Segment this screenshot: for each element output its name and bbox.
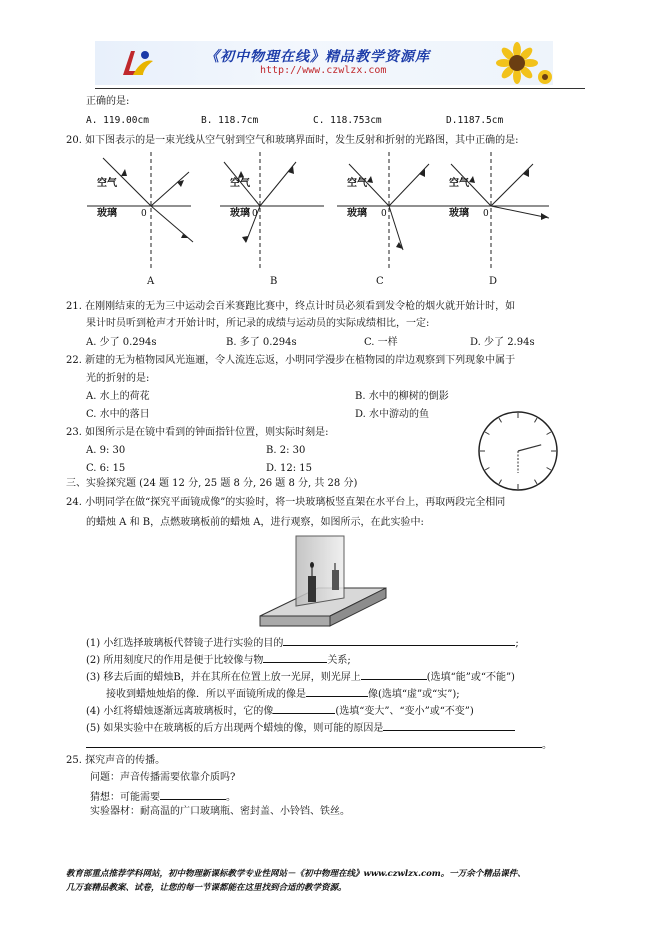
banner-url: http://www.czwlzx.com — [260, 65, 387, 76]
diagram-label-b: B — [270, 276, 278, 287]
q20-diagram-b — [218, 150, 328, 290]
q21-option-c: C. 一样 — [364, 337, 398, 348]
header-rule — [95, 88, 585, 89]
q21-option-b: B. 多了 0.294s — [226, 337, 297, 348]
origin-label-b: 0 — [252, 209, 258, 219]
q20-diagram-d — [437, 150, 555, 290]
q24-s5-blank1[interactable] — [383, 720, 515, 731]
q24-s1-end: ; — [515, 638, 519, 649]
q24-s3 — [86, 669, 515, 684]
origin-label-c: 0 — [381, 209, 387, 219]
q22-option-d: D. 水中游动的鱼 — [355, 409, 430, 420]
q25-guess-end: 。 — [226, 792, 236, 803]
q24-s1 — [86, 635, 519, 650]
q24-s5-cont — [86, 737, 552, 752]
q24-line2: 的蜡烛 A 和 B，点燃玻璃板前的蜡烛 A，进行观察，如图所示，在此实验中: — [86, 517, 424, 528]
origin-label-d: 0 — [483, 209, 489, 219]
q24-s2-tail: 关系; — [327, 655, 351, 666]
q24-s3-cont — [106, 686, 460, 701]
air-label-a: 空气 — [97, 178, 117, 189]
q22-option-a: A. 水上的荷花 — [86, 391, 150, 402]
q24-line1: 24. 小明同学在做“探究平面镜成像”的实验时，将一块玻璃板竖直架在水平台上，再取两段完全相同 — [66, 497, 506, 508]
glass-label-b: 玻璃 — [230, 208, 250, 219]
air-label-d: 空气 — [449, 178, 469, 189]
q24-s3-cont-text: 接收到蜡烛烛焰的像．所以平面镜所成的像是 — [106, 689, 306, 700]
q24-s5-blank2[interactable] — [86, 737, 542, 748]
q24-s3-tail: (选填“能”或“不能”) — [426, 672, 515, 683]
q19-option-a: A. 119.00cm — [86, 115, 149, 126]
q20-diagram-c — [335, 150, 445, 290]
q23-option-d: D. 12: 15 — [266, 463, 313, 474]
q24-s1-text: (1) 小红选择玻璃板代替镜子进行实验的目的 — [86, 638, 284, 649]
q24-s4-text: (4) 小红将蜡烛逐渐远离玻璃板时，它的像 — [86, 706, 274, 717]
mirror-clock-face — [476, 409, 560, 493]
q19-continuation: 正确的是: — [86, 96, 130, 107]
q24-s4 — [86, 703, 474, 718]
diagram-label-c: C — [376, 276, 384, 287]
q23-option-c: C. 6: 15 — [86, 463, 126, 474]
header-banner — [95, 41, 553, 85]
q24-s4-tail: (选填“变大”、“变小”或“不变”) — [335, 706, 474, 717]
q24-s3-cont-tail: 像(选填“虚”或“实”); — [368, 689, 460, 700]
glass-label-a: 玻璃 — [97, 208, 117, 219]
air-label-b: 空气 — [230, 178, 250, 189]
q20-stem: 20. 如下图表示的是一束光线从空气射到空气和玻璃界面时，发生反射和折射的光路图，其中正确的是: — [66, 135, 519, 146]
q25-guess-blank[interactable] — [160, 789, 226, 800]
footer-line2: 几万套精品教案、试卷，让您的每一节课都能在这里找到合适的教学资源。 — [66, 883, 347, 893]
q24-s3-blank2[interactable] — [306, 686, 368, 697]
q22-line2: 光的折射的是: — [86, 373, 150, 384]
q21-option-d: D. 少了 2.94s — [470, 337, 535, 348]
q25-guess — [90, 789, 236, 804]
q25-equipment: 实验器材：耐高温的广口玻璃瓶、密封盖、小铃铛、铁丝。 — [90, 806, 350, 817]
q23-stem: 23. 如图所示是在镜中看到的钟面指针位置，则实际时刻是: — [66, 427, 329, 438]
q25-stem: 25. 探究声音的传播。 — [66, 755, 166, 766]
origin-label-a: 0 — [141, 209, 147, 219]
q25-guess-text: 猜想：可能需要 — [90, 792, 160, 803]
q19-option-b: B. 118.7cm — [201, 115, 259, 126]
diagram-label-a: A — [147, 276, 155, 287]
q20-diagram-a — [85, 150, 195, 290]
glass-label-c: 玻璃 — [347, 208, 367, 219]
q21-line1: 21. 在刚刚结束的无为三中运动会百米赛跑比赛中，终点计时员必须看到发令枪的烟火就开始计时，如 — [66, 301, 516, 312]
q24-s4-blank[interactable] — [273, 703, 335, 714]
q21-line2: 果计时员听到枪声才开始计时，所记录的成绩与运动员的实际成绩相比，一定: — [86, 318, 430, 329]
q19-option-c: C. 118.753cm — [313, 115, 382, 126]
q24-s5-end: 。 — [542, 740, 552, 751]
air-label-c: 空气 — [347, 178, 367, 189]
q21-option-a: A. 少了 0.294s — [86, 337, 157, 348]
q22-option-c: C. 水中的落日 — [86, 409, 150, 420]
glass-plate-experiment-figure — [258, 532, 388, 630]
q23-option-a: A. 9: 30 — [86, 445, 126, 456]
q24-s1-blank[interactable] — [283, 635, 515, 646]
q24-s2-text: (2) 所用刻度尺的作用是便于比较像与物 — [86, 655, 264, 666]
q23-option-b: B. 2: 30 — [266, 445, 306, 456]
banner-title: 《初中物理在线》精品教学资源库 — [205, 49, 430, 65]
diagram-label-d: D — [489, 276, 498, 287]
q24-s2 — [86, 652, 351, 667]
q25-question: 问题：声音传播需要依靠介质吗? — [90, 772, 236, 783]
q22-option-b: B. 水中的柳树的倒影 — [355, 391, 449, 402]
footer-line1: 教育部重点推荐学科网站，初中物理新课标教学专业性网站－《初中物理在线》www.czwlzx.com。一万余个精品课件、 — [66, 869, 526, 879]
q22-line1: 22. 新建的无为植物园风光迤逦，令人流连忘返，小明同学漫步在植物园的岸边观察到下列现象中属于 — [66, 355, 516, 366]
q24-s5-text: (5) 如果实验中在玻璃板的后方出现两个蜡烛的像，则可能的原因是 — [86, 723, 384, 734]
q24-s2-blank[interactable] — [263, 652, 327, 663]
q24-s3-blank1[interactable] — [361, 669, 427, 680]
q19-option-d: D.1187.5cm — [446, 115, 504, 126]
q24-s3-text: (3) 移去后面的蜡烛B，并在其所在位置上放一光屏，则光屏上 — [86, 672, 361, 683]
q20-diagrams — [85, 150, 555, 290]
glass-label-d: 玻璃 — [449, 208, 469, 219]
logo-icon — [117, 45, 157, 81]
q24-s5 — [86, 720, 515, 735]
sunflower-icon — [491, 41, 553, 85]
section3-heading: 三、实验探究题 (24 题 12 分, 25 题 8 分, 26 题 8 分, 共 28 分) — [66, 478, 358, 489]
